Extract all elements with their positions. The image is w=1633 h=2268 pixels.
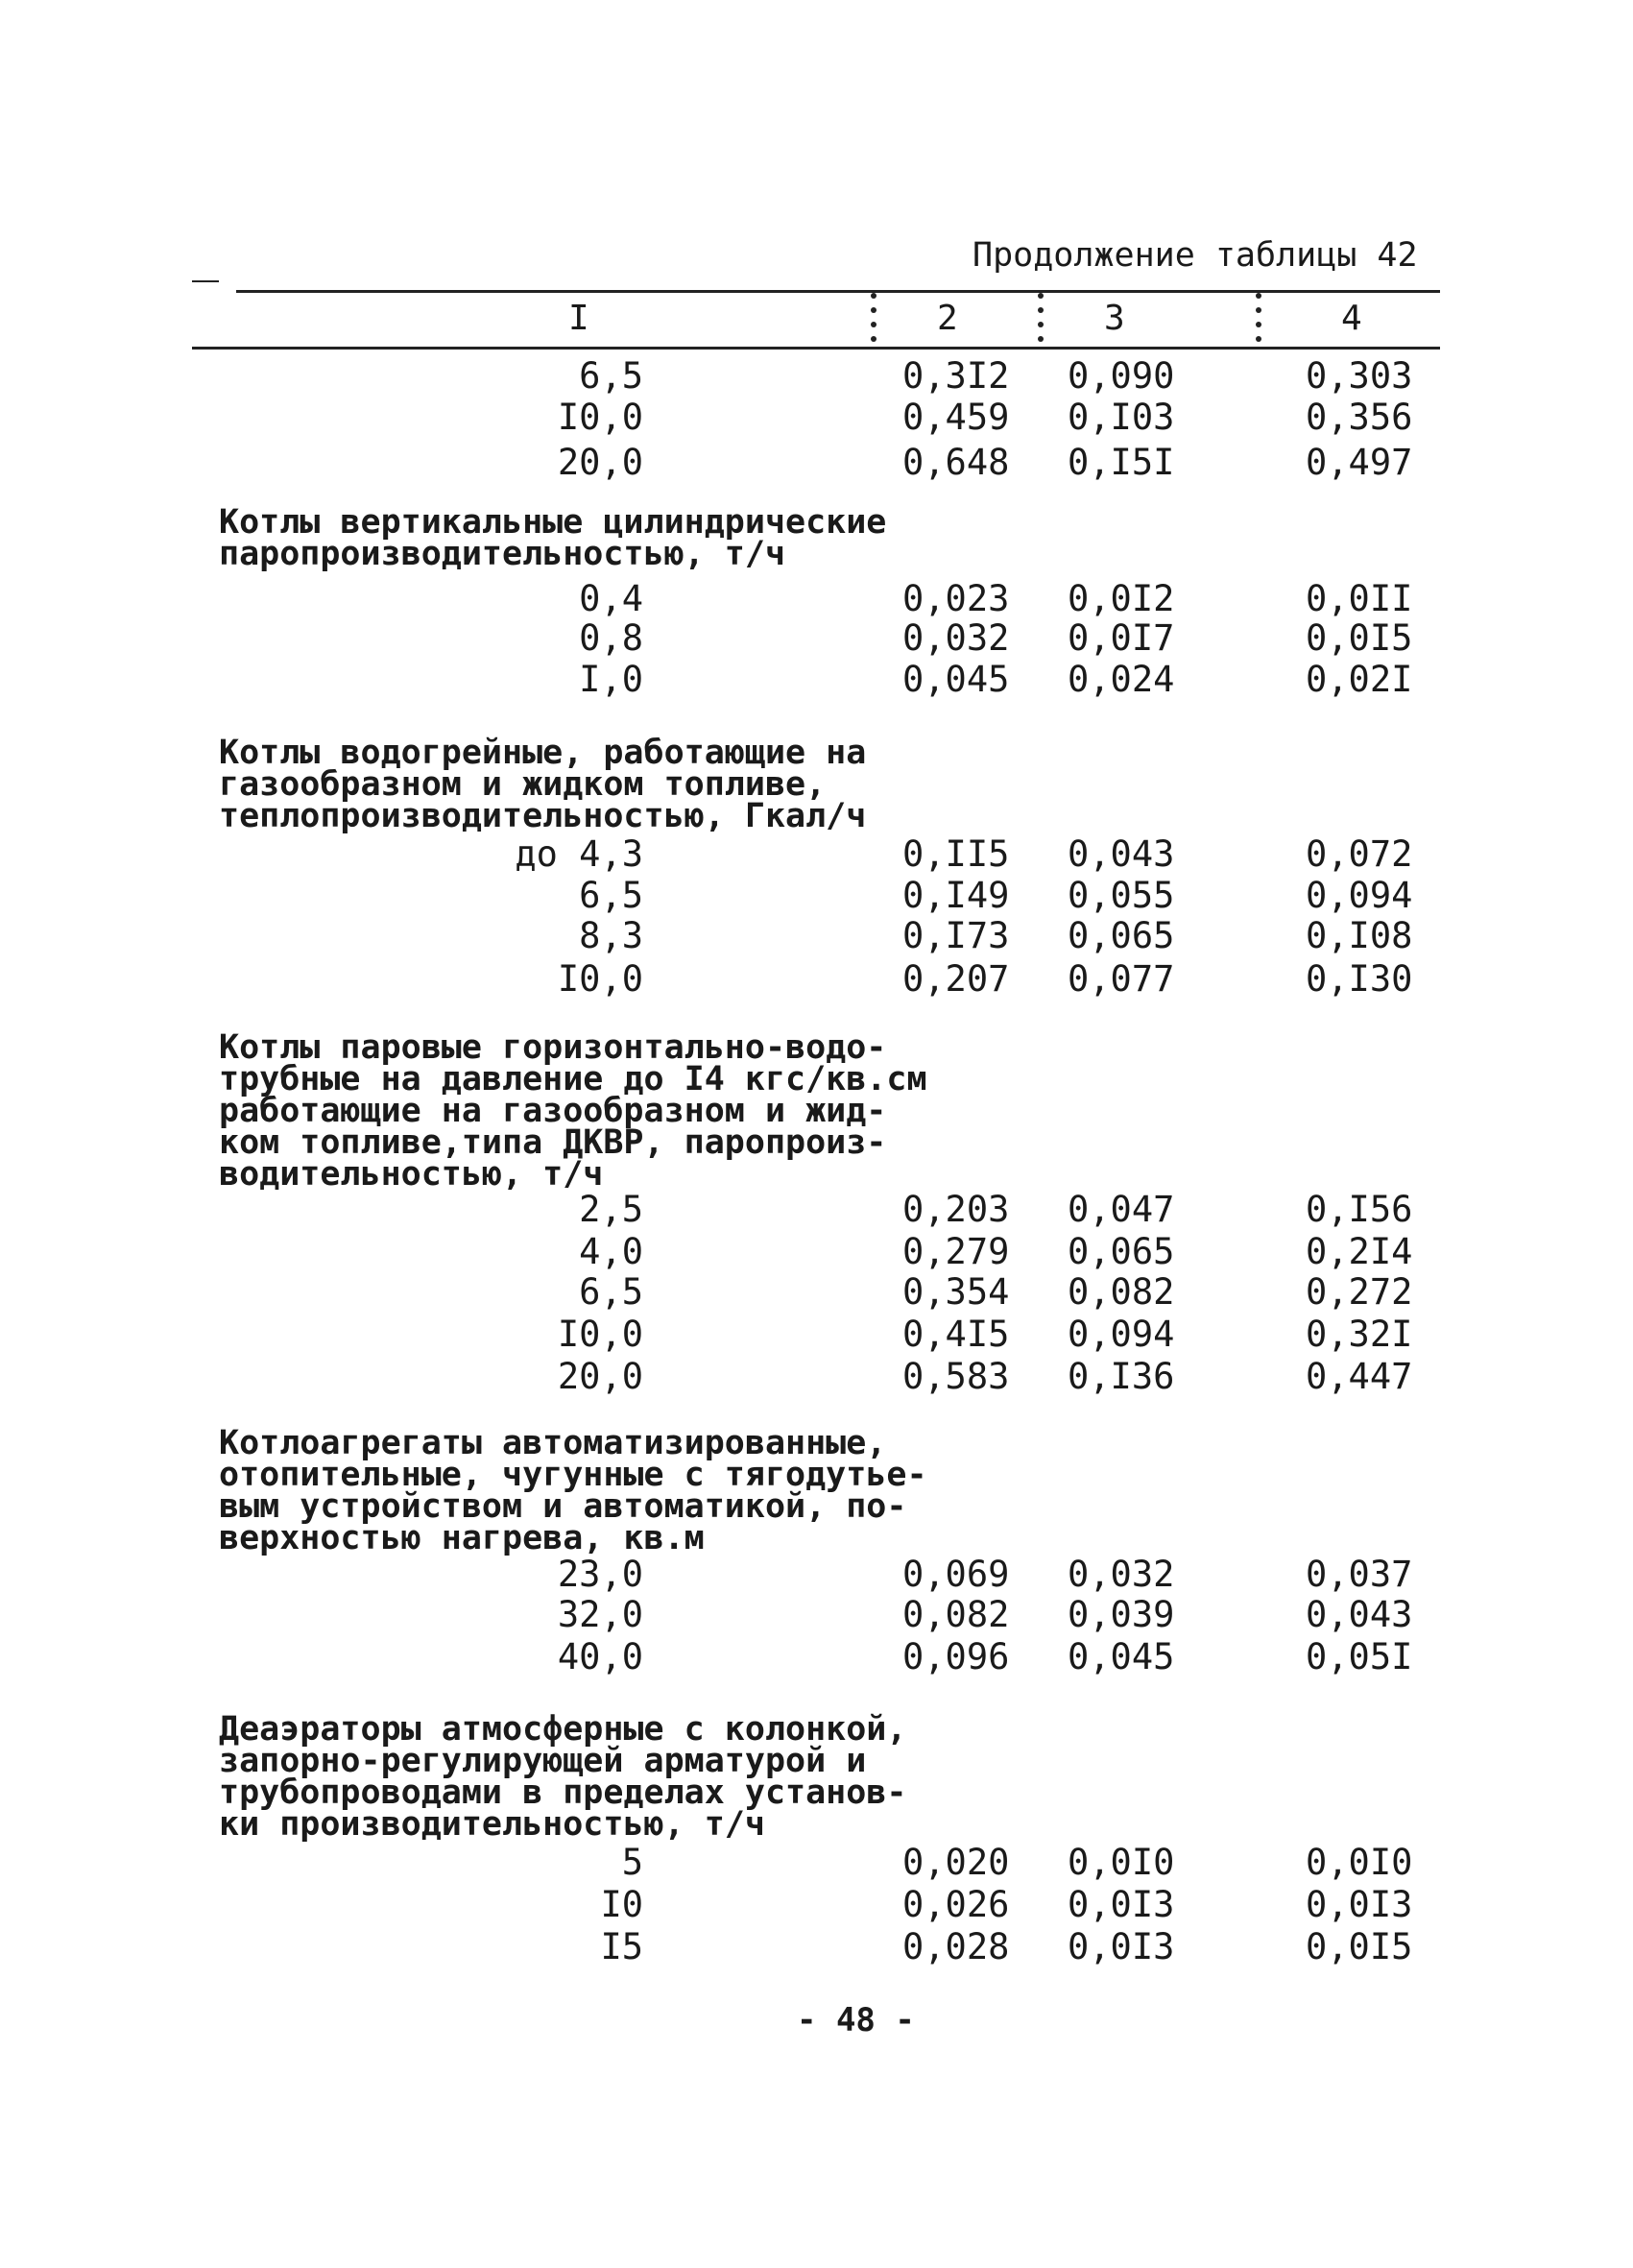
row-value-col4: 0,0I3 [1306,1884,1413,1925]
header-separator-1 [871,293,877,350]
row-param: I0,0 [557,1314,643,1355]
row-value-col3: 0,0I2 [1068,578,1175,619]
row-value-col4: 0,0I5 [1306,617,1413,659]
header-col-4: 4 [1341,299,1362,338]
page-number: - 48 - [797,2001,915,2039]
row-param: I,0 [579,659,643,700]
row-value-col2: 0,026 [902,1884,1010,1925]
row-value-col3: 0,032 [1068,1554,1175,1595]
row-value-col4: 0,02I [1306,659,1413,700]
row-value-col2: 0,020 [902,1842,1010,1883]
row-value-col4: 0,043 [1306,1594,1413,1635]
row-value-col2: 0,207 [902,958,1010,1000]
header-col-1: I [568,299,589,338]
row-value-col3: 0,0I3 [1068,1884,1175,1925]
row-param: 20,0 [557,1356,643,1397]
header-col-2: 2 [937,299,958,338]
row-value-col2: 0,203 [902,1189,1010,1230]
row-value-col3: 0,I5I [1068,442,1175,483]
row-value-col3: 0,039 [1068,1594,1175,1635]
row-value-col4: 0,447 [1306,1356,1413,1397]
row-value-col4: 0,0I0 [1306,1842,1413,1883]
row-param: I5 [600,1926,643,1967]
row-value-col2: 0,3I2 [902,355,1010,397]
row-value-col3: 0,047 [1068,1189,1175,1230]
row-value-col3: 0,065 [1068,1231,1175,1272]
row-value-col2: 0,023 [902,578,1010,619]
row-value-col4: 0,2I4 [1306,1231,1413,1272]
row-value-col2: 0,096 [902,1636,1010,1677]
section-title: Котлы вертикальные цилиндрические паропроизводительностью, т/ч [219,503,887,573]
row-param: 2,5 [579,1189,643,1230]
row-value-col3: 0,045 [1068,1636,1175,1677]
row-value-col2: 0,045 [902,659,1010,700]
row-value-col4: 0,037 [1306,1554,1413,1595]
row-param: 0,4 [579,578,643,619]
row-value-col3: 0,0I7 [1068,617,1175,659]
row-param: 5 [621,1842,643,1883]
row-value-col3: 0,055 [1068,875,1175,916]
row-value-col2: 0,II5 [902,833,1010,875]
row-value-col2: 0,279 [902,1231,1010,1272]
section-title: Котлы водогрейные, работающие на газообразном и жидком топливе, теплопроизводительностью, Гкал/ч [219,734,867,835]
row-value-col2: 0,4I5 [902,1314,1010,1355]
row-value-col3: 0,094 [1068,1314,1175,1355]
row-value-col4: 0,I30 [1306,958,1413,1000]
row-param: I0,0 [557,958,643,1000]
row-value-col4: 0,I56 [1306,1189,1413,1230]
row-value-col2: 0,I49 [902,875,1010,916]
row-value-col2: 0,069 [902,1554,1010,1595]
row-value-col2: 0,459 [902,397,1010,438]
row-value-col4: 0,072 [1306,833,1413,875]
row-value-col4: 0,32I [1306,1314,1413,1355]
section-title: Котлоагрегаты автоматизированные, отопительные, чугунные с тягодутье- вым устройством и автоматикой, по- верхностью нагрева, кв.м [219,1424,927,1557]
header-col-3: 3 [1104,299,1125,338]
row-param: 6,5 [579,875,643,916]
row-value-col4: 0,05I [1306,1636,1413,1677]
header-separator-3 [1256,293,1261,350]
row-value-col2: 0,648 [902,442,1010,483]
section-title: Котлы паровые горизонтально-водо- трубные на давление до I4 кгс/кв.см работающие на газообразном и жид- ком топливе,типа ДКВР, паропроиз- водительностью, т/ч [219,1028,927,1194]
header-separator-2 [1038,293,1044,350]
row-value-col2: 0,583 [902,1356,1010,1397]
row-param: 8,3 [579,915,643,956]
row-value-col4: 0,0I5 [1306,1926,1413,1967]
row-param: 23,0 [557,1554,643,1595]
top-rule-short [192,280,219,282]
row-value-col3: 0,I36 [1068,1356,1175,1397]
row-value-col3: 0,065 [1068,915,1175,956]
row-value-col4: 0,272 [1306,1271,1413,1313]
row-value-col4: 0,303 [1306,355,1413,397]
row-param: I0 [600,1884,643,1925]
row-value-col2: 0,082 [902,1594,1010,1635]
row-value-col3: 0,0I0 [1068,1842,1175,1883]
row-value-col4: 0,0II [1306,578,1413,619]
row-param: до 4,3 [515,833,643,875]
row-param: 20,0 [557,442,643,483]
row-value-col3: 0,0I3 [1068,1926,1175,1967]
row-value-col3: 0,077 [1068,958,1175,1000]
row-value-col3: 0,043 [1068,833,1175,875]
header-bottom-rule [192,347,1440,350]
row-value-col4: 0,094 [1306,875,1413,916]
row-param: 4,0 [579,1231,643,1272]
row-value-col4: 0,356 [1306,397,1413,438]
row-param: 6,5 [579,1271,643,1313]
section-title: Деаэраторы атмосферные с колонкой, запорно-регулирующей арматурой и трубопроводами в пределах установ- ки производительностью, т/ч [219,1710,907,1844]
row-value-col4: 0,I08 [1306,915,1413,956]
row-param: I0,0 [557,397,643,438]
table-caption: Продолжение таблицы 42 [973,236,1418,275]
row-value-col2: 0,354 [902,1271,1010,1313]
row-param: 32,0 [557,1594,643,1635]
row-param: 0,8 [579,617,643,659]
row-value-col3: 0,024 [1068,659,1175,700]
row-param: 40,0 [557,1636,643,1677]
row-value-col3: 0,090 [1068,355,1175,397]
row-value-col3: 0,I03 [1068,397,1175,438]
row-value-col3: 0,082 [1068,1271,1175,1313]
row-value-col2: 0,028 [902,1926,1010,1967]
row-value-col4: 0,497 [1306,442,1413,483]
row-value-col2: 0,I73 [902,915,1010,956]
row-value-col2: 0,032 [902,617,1010,659]
row-param: 6,5 [579,355,643,397]
